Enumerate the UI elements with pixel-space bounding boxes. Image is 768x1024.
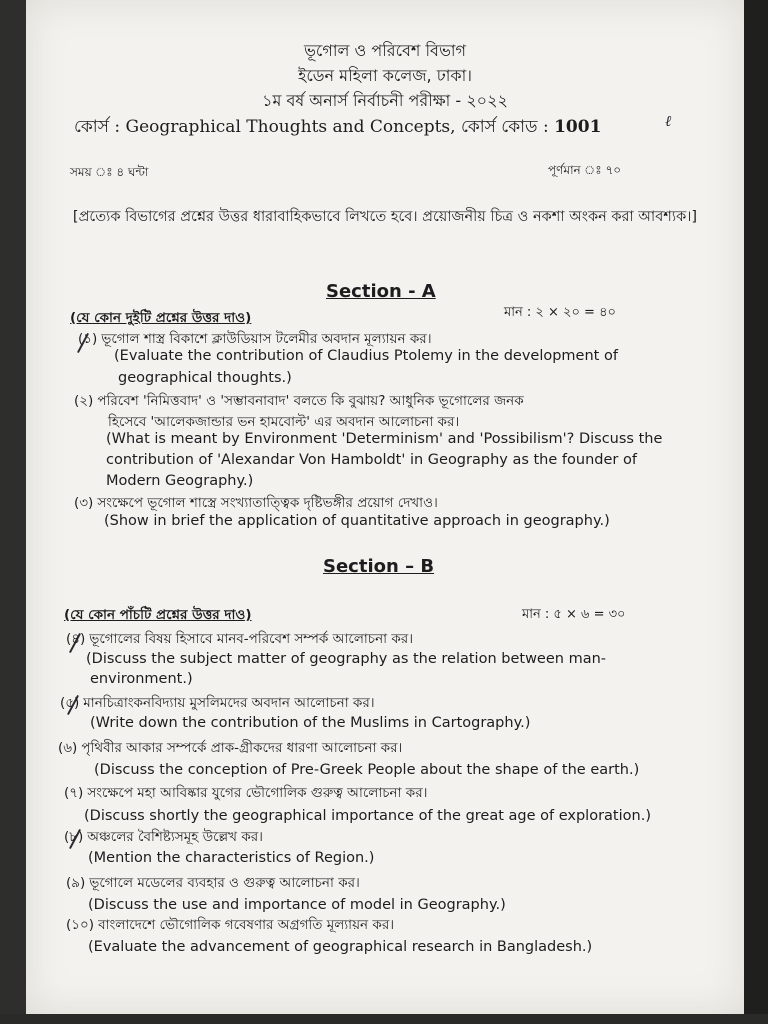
question-1-bengali: (১) ভূগোল শাস্ত্র বিকাশে ক্লাউডিয়াস টলেমীর অবদান মূল্যায়ন কর। xyxy=(78,331,432,347)
question-2-english-line-2: contribution of 'Alexandar Von Hamboldt' in Geography as the founder of xyxy=(106,452,637,468)
background-edge-bottom xyxy=(0,1014,768,1024)
department-name: ভূগোল ও পরিবেশ বিভাগ xyxy=(303,41,466,60)
section-b-instruction: (যে কোন পাঁচটি প্রশ্নের উত্তর দাও) xyxy=(64,607,252,623)
question-6-bengali: (৬) পৃথিবীর আকার সম্পর্কে প্রাক-গ্রীকদের ধারণা আলোচনা কর। xyxy=(58,740,403,756)
question-1-english-line-1: (Evaluate the contribution of Claudius Ptolemy in the development of xyxy=(114,348,618,364)
course-code: 1001 xyxy=(554,117,602,137)
course-line xyxy=(74,114,601,142)
handwritten-mark: ℓ xyxy=(665,112,672,130)
full-marks: পূর্ণমান ঃ ৭০ xyxy=(548,163,622,177)
question-4-english-line-2: environment.) xyxy=(90,671,193,687)
question-6-english: (Discuss the conception of Pre-Greek People about the shape of the earth.) xyxy=(94,762,640,778)
section-b-marks: মান : ৫ × ৬ = ৩০ xyxy=(522,607,626,622)
question-3-bengali: (৩) সংক্ষেপে ভূগোল শাস্ত্রে সংখ্যাতাত্ত্বিক দৃষ্টিভঙ্গীর প্রয়োগ দেখাও। xyxy=(74,495,438,511)
question-10-bengali: (১০) বাংলাদেশে ভৌগোলিক গবেষণার অগ্রগতি মূল্যায়ন কর। xyxy=(66,917,395,933)
question-3-english: (Show in brief the application of quantitative approach in geography.) xyxy=(104,513,610,529)
question-4-english-line-1: (Discuss the subject matter of geography as the relation between man- xyxy=(86,651,607,667)
exam-time: সময় ঃ ৪ ঘন্টা xyxy=(70,165,149,179)
background-edge xyxy=(744,0,768,1024)
question-5-english: (Write down the contribution of the Muslims in Cartography.) xyxy=(90,715,531,731)
question-4-bengali: (৪) ভূগোলের বিষয় হিসাবে মানব-পরিবেশ সম্পর্ক আলোচনা কর। xyxy=(66,631,414,647)
section-b-title: Section – B xyxy=(323,556,435,577)
instruction-note: [প্রত্যেক বিভাগের প্রশ্নের উত্তর ধারাবাহিকভাবে লিখতে হবে। প্রয়োজনীয় চিত্র ও নকশা অংকন করা আবশ্যক।] xyxy=(72,209,698,225)
exam-title: ১ম বর্ষ অনার্স নির্বাচনী পরীক্ষা - ২০২২ xyxy=(262,91,508,110)
question-8-english: (Mention the characteristics of Region.) xyxy=(88,850,375,866)
question-9-bengali: (৯) ভূগোলে মডেলের ব্যবহার ও গুরুত্ব আলোচনা কর। xyxy=(66,875,360,891)
question-10-english: (Evaluate the advancement of geographical research in Bangladesh.) xyxy=(88,939,593,955)
section-a-marks: মান : ২ × ২০ = ৪০ xyxy=(504,305,616,320)
question-5-bengali: (৫) মানচিত্রাংকনবিদ্যায় মুসলিমদের অবদান আলোচনা কর। xyxy=(60,695,375,711)
course-title: Geographical Thoughts and Concepts xyxy=(125,117,451,137)
exam-paper xyxy=(26,0,744,1014)
question-9-english: (Discuss the use and importance of model in Geography.) xyxy=(88,897,506,913)
question-7-bengali: (৭) সংক্ষেপে মহা আবিষ্কার যুগের ভৌগোলিক গুরুত্ব আলোচনা কর। xyxy=(64,785,428,801)
question-2-english-line-1: (What is meant by Environment 'Determinism' and 'Possibilism'? Discuss the xyxy=(106,431,663,447)
question-2-bengali-line-1: (২) পরিবেশ 'নিমিত্তবাদ' ও 'সম্ভাবনাবাদ' বলতে কি বুঝায়? আধুনিক ভূগোলের জনক xyxy=(74,393,524,409)
college-name: ইডেন মহিলা কলেজ, ঢাকা। xyxy=(298,66,472,85)
question-2-english-line-3: Modern Geography.) xyxy=(106,473,254,489)
question-8-bengali: (৮) অঞ্চলের বৈশিষ্ট্যসমূহ উল্লেখ কর। xyxy=(64,829,264,845)
section-a-title: Section - A xyxy=(326,281,436,302)
question-7-english: (Discuss shortly the geographical importance of the great age of exploration.) xyxy=(84,808,651,824)
course-code-label: , কোর্স কোড : xyxy=(450,117,549,137)
course-label: কোর্স : xyxy=(74,117,121,137)
question-1-english-line-2: geographical thoughts.) xyxy=(118,370,292,386)
question-2-bengali-line-2: হিসেবে 'আলেকজান্ডার ভন হামবোল্ট' এর অবদান আলোচনা কর। xyxy=(108,414,460,430)
section-a-instruction: (যে কোন দুইটি প্রশ্নের উত্তর দাও) xyxy=(70,310,252,326)
